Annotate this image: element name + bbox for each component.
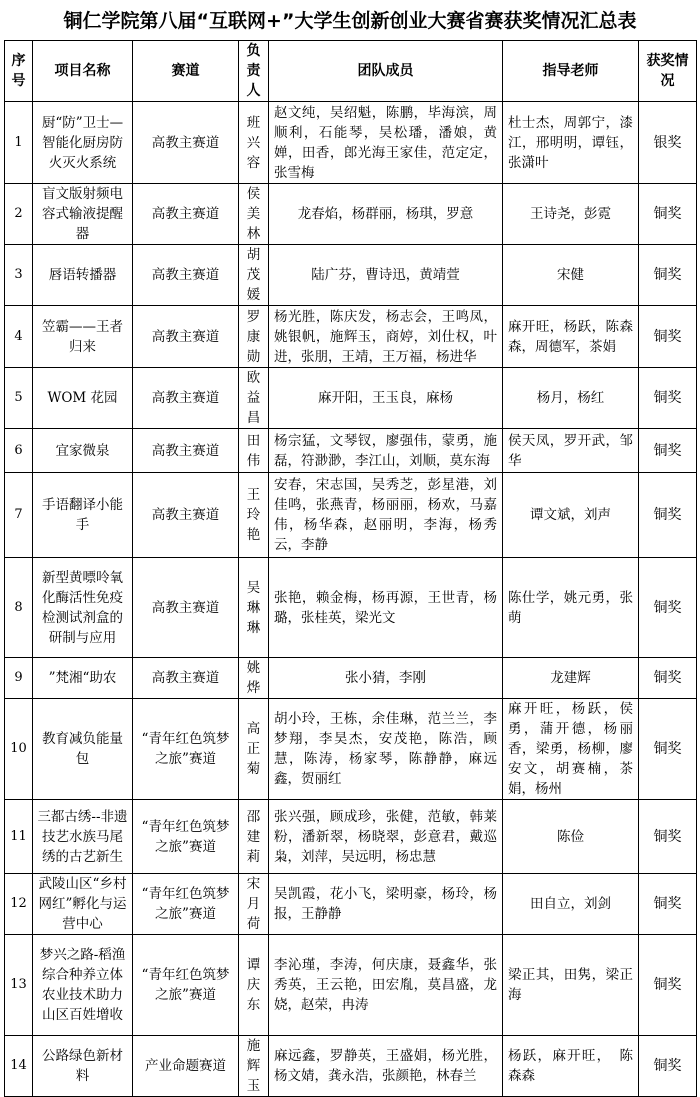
table-row <box>5 658 697 699</box>
row-index: 11 <box>5 800 33 874</box>
project-name: 宜家微泉 <box>33 429 133 473</box>
award: 铜奖 <box>639 874 697 935</box>
project-name: 新型黄嘌呤氧化酶活性免疫检测试剂盒的研制与应用 <box>33 558 133 658</box>
row-index: 2 <box>5 184 33 245</box>
table-row <box>5 102 697 184</box>
header-award: 获奖情况 <box>639 41 697 102</box>
team-members: 龙春焰，杨群丽，杨琪，罗意 <box>269 184 503 245</box>
project-name: 三都古绣--非遗技艺水族马尾绣的古艺新生 <box>33 800 133 874</box>
project-name: 公路绿色新材料 <box>33 1036 133 1097</box>
row-index: 12 <box>5 874 33 935</box>
advisors: 杨月，杨红 <box>503 368 639 429</box>
leader: 邵建莉 <box>239 800 269 874</box>
advisors: 梁正其，田隽，梁正海 <box>503 935 639 1036</box>
award: 铜奖 <box>639 429 697 473</box>
team-members: 张小猜，李刚 <box>269 658 503 699</box>
header-index: 序号 <box>5 41 33 102</box>
track: 高教主赛道 <box>133 429 239 473</box>
track: 高教主赛道 <box>133 306 239 368</box>
project-name: WOM 花园 <box>33 368 133 429</box>
advisors: 龙建辉 <box>503 658 639 699</box>
advisors: 麻开旺，杨跃，侯勇，蒲开德，杨丽香，梁勇，杨柳，廖安文，胡赛楠，茶娟，杨州 <box>503 699 639 800</box>
award: 铜奖 <box>639 558 697 658</box>
team-members: 陆广芬，曹诗迅，黄靖萱 <box>269 245 503 306</box>
table-row <box>5 1036 697 1097</box>
team-members: 张兴强，顾成珍，张健，范敏，韩莱粉，潘新翠，杨晓翠，彭意君，戴巡枭，刘萍，吴远明，杨忠慧 <box>269 800 503 874</box>
team-members: 赵文纯，吴绍魁，陈鹏，毕海滨，周顺利，石能琴，吴松璠，潘娘，黄婵，田香，郎光海王家佳，范定定，张雪梅 <box>269 102 503 184</box>
leader: 胡茂媛 <box>239 245 269 306</box>
advisors: 王诗尧，彭霓 <box>503 184 639 245</box>
team-members: 杨光胜，陈庆发，杨志会，王鸣凤，姚银帆，施辉玉，商婷，刘仕权，叶进，张朋，王靖，王万福，杨进华 <box>269 306 503 368</box>
leader: 谭庆东 <box>239 935 269 1036</box>
advisors: 陈俭 <box>503 800 639 874</box>
project-name: 教育减负能量包 <box>33 699 133 800</box>
team-members: 李沁瑾，李涛，何庆康，聂鑫华，张秀英，王云艳，田宏胤，莫昌盛，龙娆，赵荣，冉涛 <box>269 935 503 1036</box>
award: 铜奖 <box>639 473 697 558</box>
leader: 班兴容 <box>239 102 269 184</box>
team-members: 麻开阳，王玉良，麻杨 <box>269 368 503 429</box>
table-row <box>5 699 697 800</box>
header-track: 赛道 <box>133 41 239 102</box>
table-row <box>5 184 697 245</box>
track: 高教主赛道 <box>133 473 239 558</box>
track: 高教主赛道 <box>133 368 239 429</box>
table-row <box>5 245 697 306</box>
track: 高教主赛道 <box>133 102 239 184</box>
project-name: 唇语转播器 <box>33 245 133 306</box>
advisors: 宋健 <box>503 245 639 306</box>
project-name: 武陵山区“乡村网红”孵化与运营中心 <box>33 874 133 935</box>
project-name: ”梵湘“助农 <box>33 658 133 699</box>
row-index: 1 <box>5 102 33 184</box>
leader: 施辉玉 <box>239 1036 269 1097</box>
awards-table <box>4 40 697 1097</box>
row-index: 6 <box>5 429 33 473</box>
header-advisor: 指导老师 <box>503 41 639 102</box>
advisors: 杨跃，麻开旺， 陈森森 <box>503 1036 639 1097</box>
header-project: 项目名称 <box>33 41 133 102</box>
track: 产业命题赛道 <box>133 1036 239 1097</box>
advisors: 田自立，刘剑 <box>503 874 639 935</box>
award: 铜奖 <box>639 699 697 800</box>
row-index: 14 <box>5 1036 33 1097</box>
table-header-row <box>5 41 697 102</box>
leader: 田伟 <box>239 429 269 473</box>
project-name: 笠霸——王者归来 <box>33 306 133 368</box>
leader: 姚烨 <box>239 658 269 699</box>
leader: 高正菊 <box>239 699 269 800</box>
track: 高教主赛道 <box>133 558 239 658</box>
header-leader: 负责人 <box>239 41 269 102</box>
award: 铜奖 <box>639 368 697 429</box>
table-row <box>5 368 697 429</box>
row-index: 5 <box>5 368 33 429</box>
track: “青年红色筑梦之旅”赛道 <box>133 699 239 800</box>
track: 高教主赛道 <box>133 245 239 306</box>
track: 高教主赛道 <box>133 658 239 699</box>
table-row <box>5 429 697 473</box>
advisors: 侯天凤，罗开武，邹华 <box>503 429 639 473</box>
row-index: 13 <box>5 935 33 1036</box>
advisors: 杜士杰，周郭宁，漆江，邢明明，谭钰，张潇叶 <box>503 102 639 184</box>
table-row <box>5 935 697 1036</box>
track: “青年红色筑梦之旅”赛道 <box>133 874 239 935</box>
row-index: 4 <box>5 306 33 368</box>
table-row <box>5 874 697 935</box>
advisors: 陈仕学，姚元勇，张萌 <box>503 558 639 658</box>
leader: 侯美林 <box>239 184 269 245</box>
leader: 王玲艳 <box>239 473 269 558</box>
table-row <box>5 800 697 874</box>
row-index: 9 <box>5 658 33 699</box>
track: “青年红色筑梦之旅”赛道 <box>133 935 239 1036</box>
award: 铜奖 <box>639 658 697 699</box>
page-title: 铜仁学院第八届“互联网+”大学生创新创业大赛省赛获奖情况汇总表 <box>63 10 637 32</box>
track: 高教主赛道 <box>133 184 239 245</box>
team-members: 安春，宋志国，吴秀芝，彭星港，刘佳鸣，张燕青，杨丽丽，杨欢，马嘉伟，杨华森，赵丽明，李海，杨秀云，李静 <box>269 473 503 558</box>
leader: 欧益昌 <box>239 368 269 429</box>
row-index: 10 <box>5 699 33 800</box>
award: 铜奖 <box>639 184 697 245</box>
team-members: 杨宗猛，文琴钗，廖强伟，蒙勇，施磊，符渺渺，李江山，刘顺，莫东海 <box>269 429 503 473</box>
team-members: 麻远鑫，罗静英，王盛娟，杨光胜，杨文婧，龚永浩，张颜艳，林春兰 <box>269 1036 503 1097</box>
award: 铜奖 <box>639 306 697 368</box>
row-index: 7 <box>5 473 33 558</box>
project-name: 盲文版射频电容式输液提醒器 <box>33 184 133 245</box>
award: 铜奖 <box>639 245 697 306</box>
leader: 宋月荷 <box>239 874 269 935</box>
team-members: 吴凯霞，花小飞，梁明豪，杨玲，杨报，王静静 <box>269 874 503 935</box>
row-index: 3 <box>5 245 33 306</box>
track: “青年红色筑梦之旅”赛道 <box>133 800 239 874</box>
table-row <box>5 473 697 558</box>
award: 银奖 <box>639 102 697 184</box>
table-row <box>5 558 697 658</box>
team-members: 张艳，赖金梅，杨再源，王世青，杨璐，张桂英，梁光文 <box>269 558 503 658</box>
team-members: 胡小玲，王栋，余佳琳，范兰兰，李梦翔，李昊杰，安茂艳，陈浩，顾慧，陈涛，杨家琴，陈静静，麻远鑫，贺丽红 <box>269 699 503 800</box>
project-name: 手语翻译小能手 <box>33 473 133 558</box>
header-team: 团队成员 <box>269 41 503 102</box>
row-index: 8 <box>5 558 33 658</box>
table-row <box>5 306 697 368</box>
leader: 罗康勋 <box>239 306 269 368</box>
award: 铜奖 <box>639 1036 697 1097</box>
advisors: 谭文斌，刘声 <box>503 473 639 558</box>
award: 铜奖 <box>639 800 697 874</box>
advisors: 麻开旺，杨跃，陈森森，周德军，茶娟 <box>503 306 639 368</box>
leader: 吴琳琳 <box>239 558 269 658</box>
award: 铜奖 <box>639 935 697 1036</box>
project-name: 厨“防”卫士—智能化厨房防火灭火系统 <box>33 102 133 184</box>
project-name: 梦兴之路-稻渔综合种养立体农业技术助力山区百姓增收 <box>33 935 133 1036</box>
